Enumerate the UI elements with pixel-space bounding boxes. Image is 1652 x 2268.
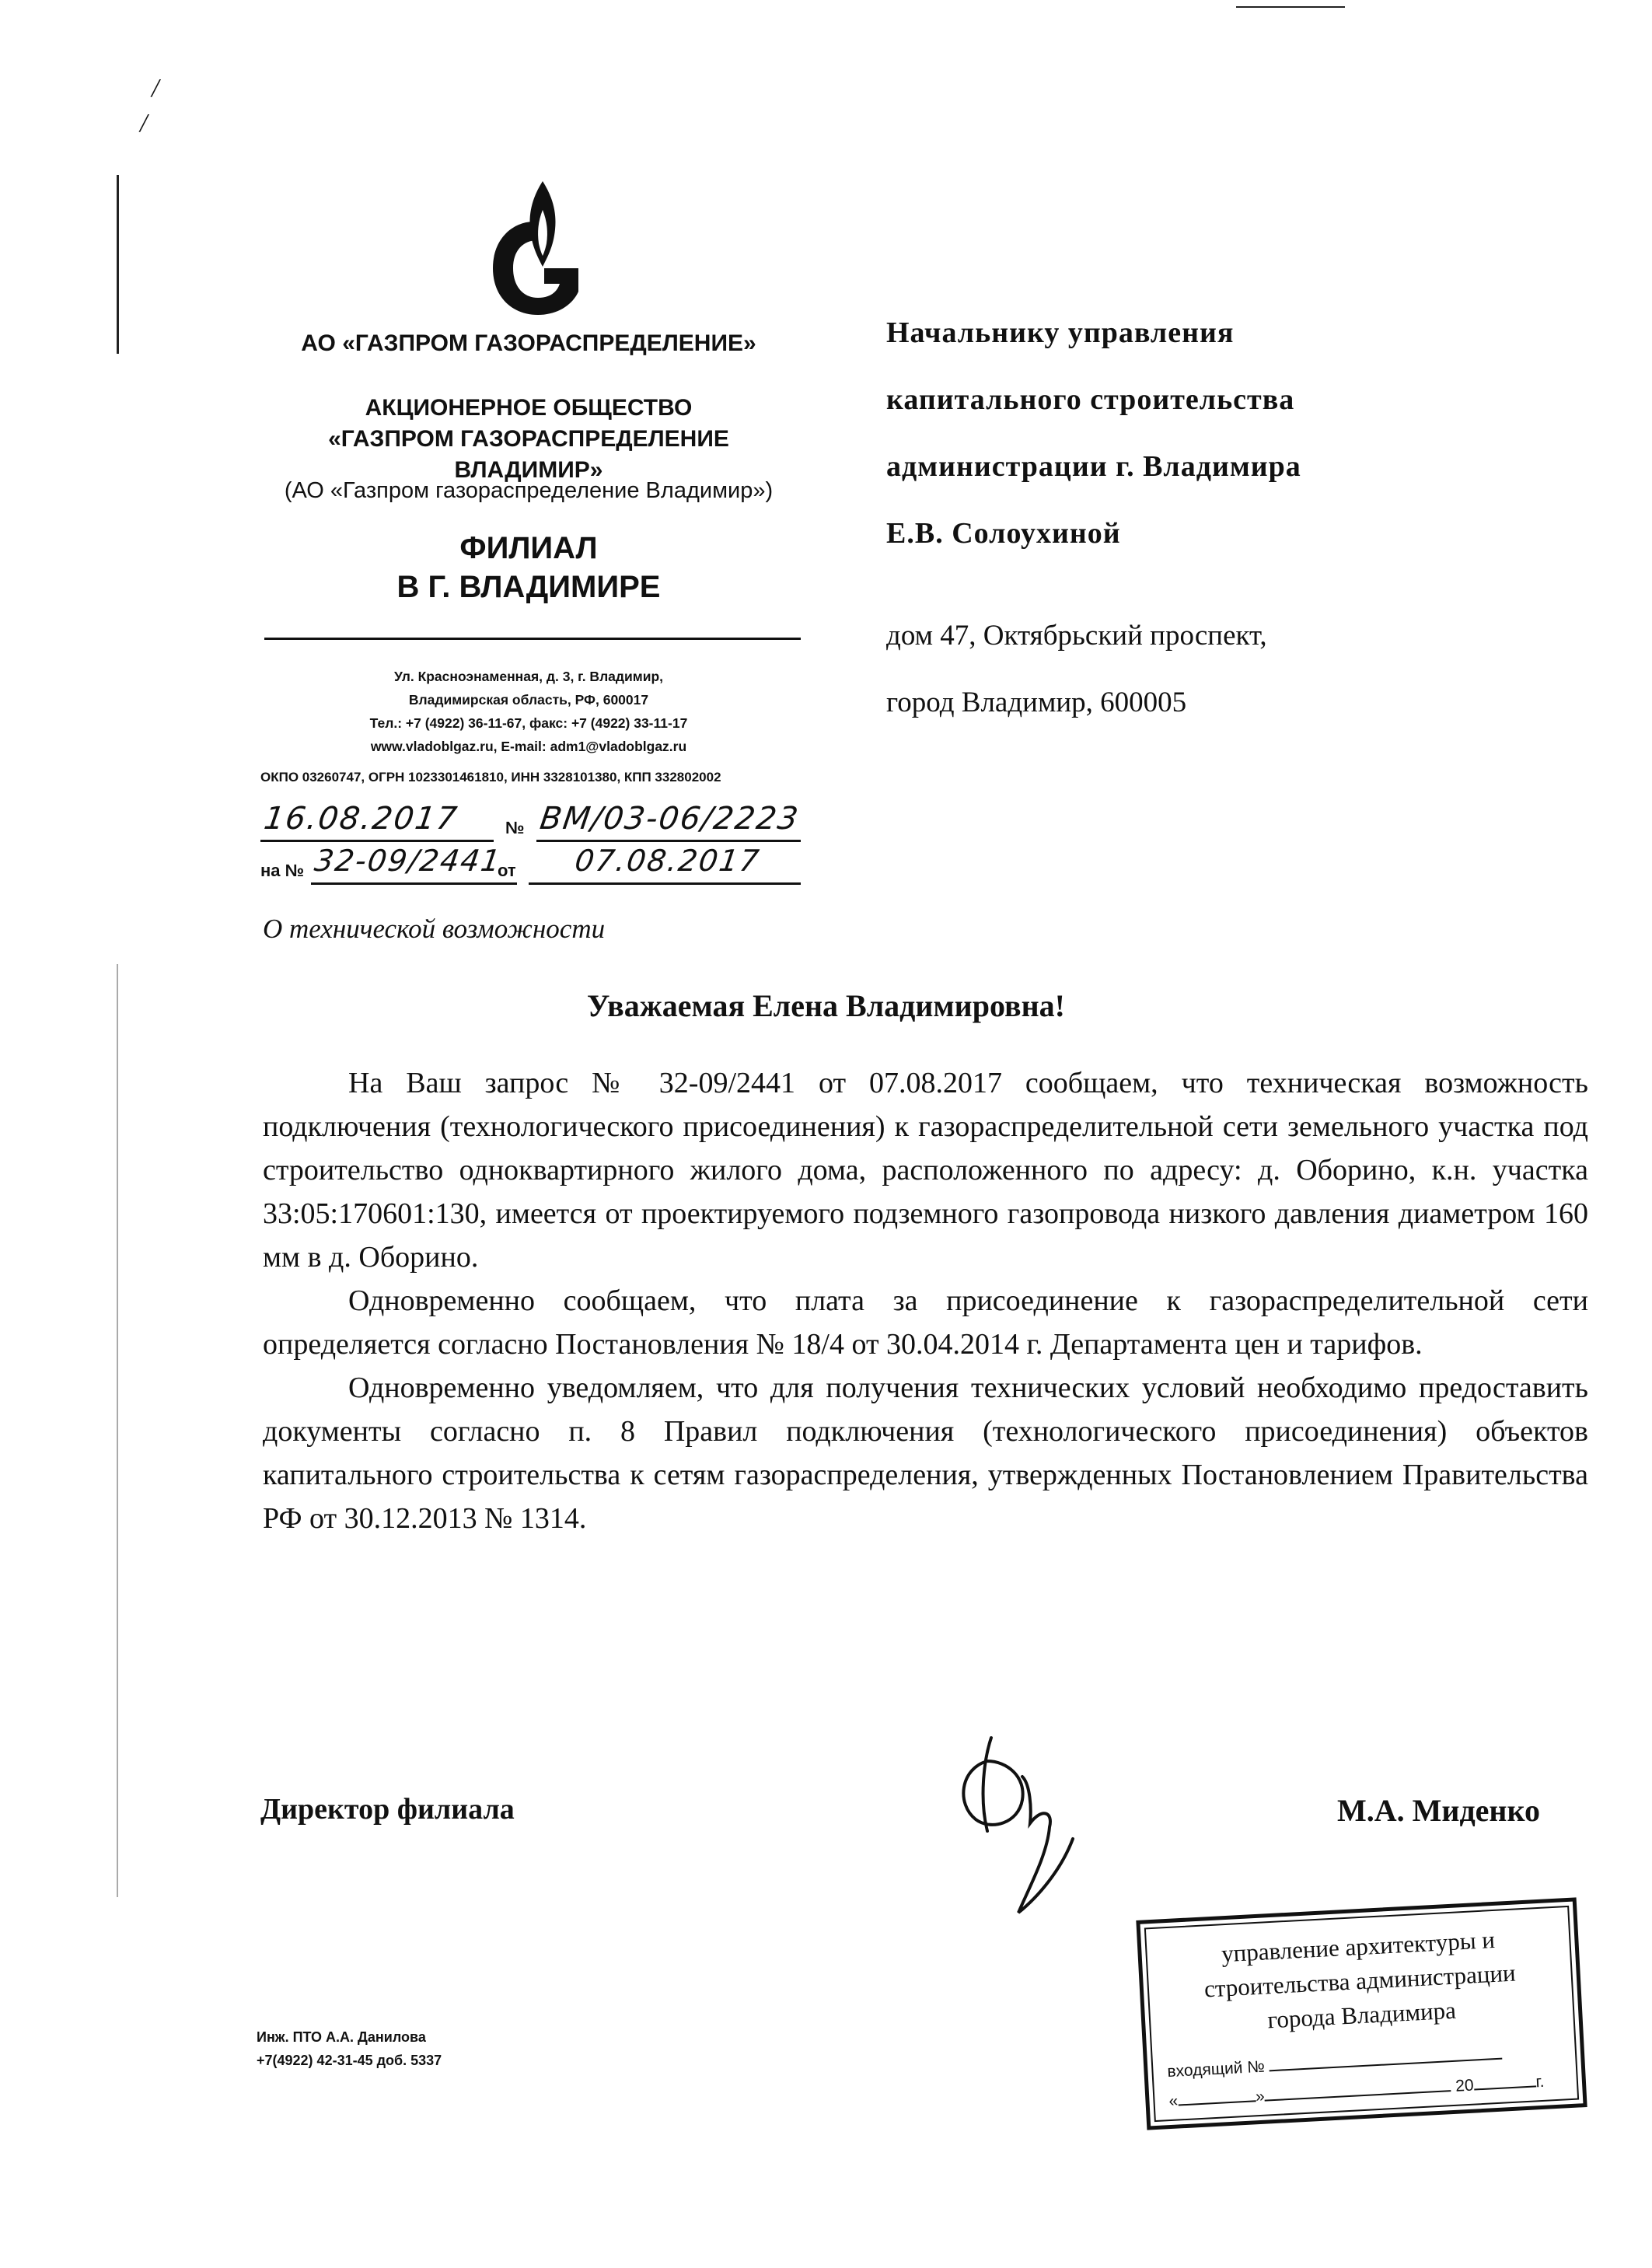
- org-short-name: (АО «Газпром газораспределение Владимир»): [284, 478, 774, 503]
- branch-line1: ФИЛИАЛ: [459, 531, 598, 565]
- branch-name: [264, 529, 793, 606]
- number-underline: [536, 840, 801, 842]
- request-number: 32-09/2441: [312, 844, 505, 878]
- outgoing-number: ВМ/03-06/2223: [537, 801, 802, 837]
- margin-mark: [117, 175, 119, 354]
- stamp-day-line: [1178, 2100, 1256, 2106]
- recipient-line1: Начальнику управления: [886, 316, 1235, 349]
- margin-scribble: /: [152, 74, 159, 103]
- scan-artifact-line: [1236, 6, 1345, 8]
- org-name-line2: «ГАЗПРОМ ГАЗОРАСПРЕДЕЛЕНИЕ ВЛАДИМИР»: [328, 426, 729, 483]
- letter-subject: О технической возможности: [263, 914, 606, 944]
- recipient-line3: администрации г. Владимира: [886, 450, 1301, 483]
- greeting: Уважаемая Елена Владимировна!: [587, 988, 1065, 1023]
- body-paragraph-2: Одновременно сообщаем, что плата за присоединение к газораспределительной сети определяется согласно Постановления № 18/4 от 30.04.2014 г. Департамента цен и тарифов.: [263, 1284, 1588, 1361]
- number-label: №: [505, 818, 525, 837]
- stamp-year-prefix: 20: [1455, 2076, 1475, 2095]
- request-number-underline: [311, 882, 517, 885]
- incoming-stamp: [1136, 1897, 1587, 2130]
- request-date-underline: [529, 882, 801, 885]
- recipient-address-line2: город Владимир, 600005: [886, 687, 1187, 718]
- org-name: [264, 393, 793, 486]
- stamp-text: [1141, 1919, 1579, 2044]
- request-date: 07.08.2017: [572, 844, 763, 878]
- gazprom-logo-icon: [482, 175, 591, 319]
- stamp-day-open: «: [1168, 2092, 1179, 2111]
- letterhead-contacts: [264, 665, 793, 758]
- recipient-address-line1: дом 47, Октябрьский проспект,: [886, 620, 1267, 652]
- recipient-block: [886, 299, 1586, 567]
- recipient-address: [886, 603, 1586, 736]
- parent-org: АО «ГАЗПРОМ ГАЗОРАСПРЕДЕЛЕНИЕ»: [301, 330, 756, 356]
- executor-phone: +7(4922) 42-31-45 доб. 5337: [257, 2053, 442, 2068]
- outgoing-date: 16.08.2017: [261, 801, 461, 837]
- stamp-line2: строительства администрации: [1203, 1959, 1517, 2003]
- stamp-incoming-label: входящий №: [1166, 2057, 1266, 2081]
- address-line1: Ул. Красноэнаменная, д. 3, г. Владимир,: [393, 669, 664, 684]
- web-line: www.vladoblgaz.ru, E-mail: adm1@vladoblgaz.ru: [370, 739, 687, 754]
- executor-info: [257, 2025, 442, 2072]
- body-paragraph-1: На Ваш запрос № 32-09/2441 от 07.08.2017 сообщаем, что техническая возможность подключения (технологического присоединения) к газораспределительной сети земельного участка под строительство одноквартирного жилого дома, расположенного по адресу: д. Оборино, к.н. участка 33:05:170601:130, имеется от проектируемого подземного газопровода низкого давления диаметром 160 мм в д. Оборино.: [263, 1067, 1588, 1274]
- recipient-line4: Е.В. Солоухиной: [886, 517, 1121, 550]
- phone-line: Тел.: +7 (4922) 36-11-67, факс: +7 (4922) 33-11-17: [369, 715, 688, 731]
- margin-mark: [117, 964, 118, 1897]
- signatory-name: М.А. Миденко: [1337, 1793, 1540, 1828]
- letter-body: [263, 1061, 1588, 1540]
- signatory-title: Директор филиала: [260, 1793, 515, 1826]
- stamp-month-line: [1265, 2090, 1451, 2102]
- stamp-year-line: [1474, 2085, 1536, 2090]
- date-underline: [260, 840, 494, 842]
- re-label: на №: [260, 861, 305, 880]
- handwritten-signature: [945, 1730, 1100, 1924]
- stamp-number-line: [1270, 2058, 1503, 2072]
- letterhead-divider: [264, 638, 801, 640]
- stamp-year-suffix: г.: [1535, 2072, 1545, 2092]
- stamp-line3: города Владимира: [1266, 1996, 1457, 2034]
- stamp-day-close: »: [1255, 2087, 1266, 2106]
- org-codes: ОКПО 03260747, ОГРН 1023301461810, ИНН 3328101380, КПП 332802002: [260, 770, 721, 785]
- executor-name: Инж. ПТО А.А. Данилова: [257, 2029, 426, 2045]
- stamp-line1: управление архитектуры и: [1221, 1925, 1496, 1968]
- margin-scribble: /: [140, 109, 148, 138]
- address-line2: Владимирская область, РФ, 600017: [408, 692, 649, 708]
- body-paragraph-3: Одновременно уведомляем, что для получения технических условий необходимо предоставить документы согласно п. 8 Правил подключения (технологического присоединения) объектов капитального строительства к сетям газораспределения, утвержденных Постановлением Правительства РФ от 30.12.2013 № 1314.: [263, 1372, 1588, 1535]
- recipient-line2: капитального строительства: [886, 383, 1295, 416]
- org-name-line1: АКЦИОНЕРНОЕ ОБЩЕСТВО: [365, 395, 693, 421]
- branch-line2: В Г. ВЛАДИМИРЕ: [396, 570, 661, 604]
- from-label: от: [498, 861, 516, 880]
